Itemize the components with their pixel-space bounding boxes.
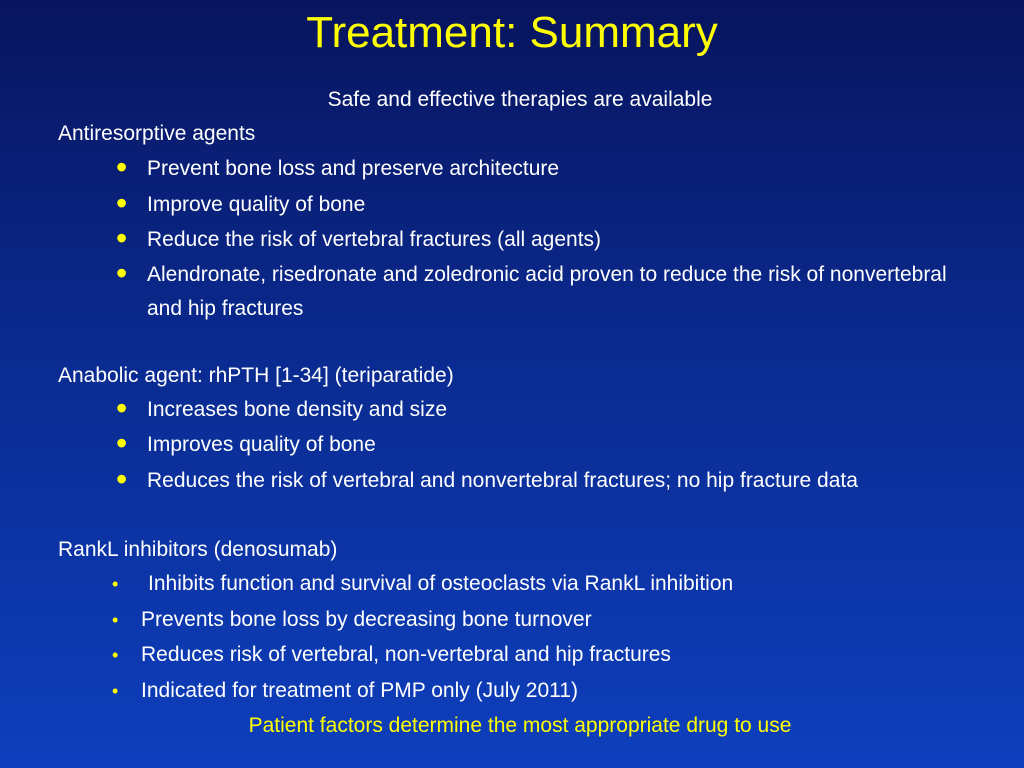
bullet-icon: • (116, 220, 128, 256)
bullet-icon: • (116, 390, 128, 426)
section-heading-anabolic: Anabolic agent: rhPTH [1-34] (teriparatide) (58, 364, 454, 387)
bullet-icon: • (116, 461, 128, 497)
bullet-icon: • (116, 425, 128, 461)
bullet-text: Prevents bone loss by decreasing bone turnover (141, 608, 592, 631)
bullet-icon: • (116, 185, 128, 221)
bullet-icon: • (116, 255, 128, 291)
list-item (116, 185, 976, 222)
list-item (112, 567, 972, 601)
bullet-text: Improve quality of bone (147, 193, 366, 216)
bullet-icon: • (112, 574, 119, 594)
list-item (112, 674, 972, 708)
list-item (116, 390, 976, 427)
bullet-icon: • (112, 610, 119, 630)
slide-title: Treatment: Summary (306, 8, 718, 57)
bullet-text: Increases bone density and size (147, 398, 448, 421)
list-item (116, 425, 976, 462)
list-item (112, 638, 972, 672)
bullet-text: Prevent bone loss and preserve architecture (147, 157, 560, 180)
bullet-text: Reduces the risk of vertebral and nonvertebral fractures; no hip fracture data (147, 469, 858, 492)
bullet-text: Reduce the risk of vertebral fractures (all agents) (147, 228, 602, 251)
section-heading-antiresorptive: Antiresorptive agents (58, 122, 256, 145)
footer-note: Patient factors determine the most appropriate drug to use (248, 714, 792, 737)
bullet-text: Indicated for treatment of PMP only (July 2011) (141, 679, 578, 702)
bullet-icon: • (112, 681, 119, 701)
bullet-icon: • (116, 149, 128, 185)
list-item (116, 220, 976, 257)
list-item (116, 461, 976, 498)
list-item (112, 603, 972, 637)
list-item (116, 255, 986, 326)
bullet-text: Reduces risk of vertebral, non-vertebral and hip fractures (141, 643, 671, 666)
list-item (116, 149, 976, 186)
bullet-text: Improves quality of bone (147, 433, 376, 456)
slide-subtitle: Safe and effective therapies are available (327, 88, 713, 111)
bullet-text: Alendronate, risedronate and zoledronic acid proven to reduce the risk of nonvertebral and hip fractures (147, 263, 947, 320)
bullet-text: Inhibits function and survival of osteoclasts via RankL inhibition (148, 572, 734, 595)
bullet-icon: • (112, 645, 119, 665)
section-heading-rankl: RankL inhibitors (denosumab) (58, 538, 338, 561)
